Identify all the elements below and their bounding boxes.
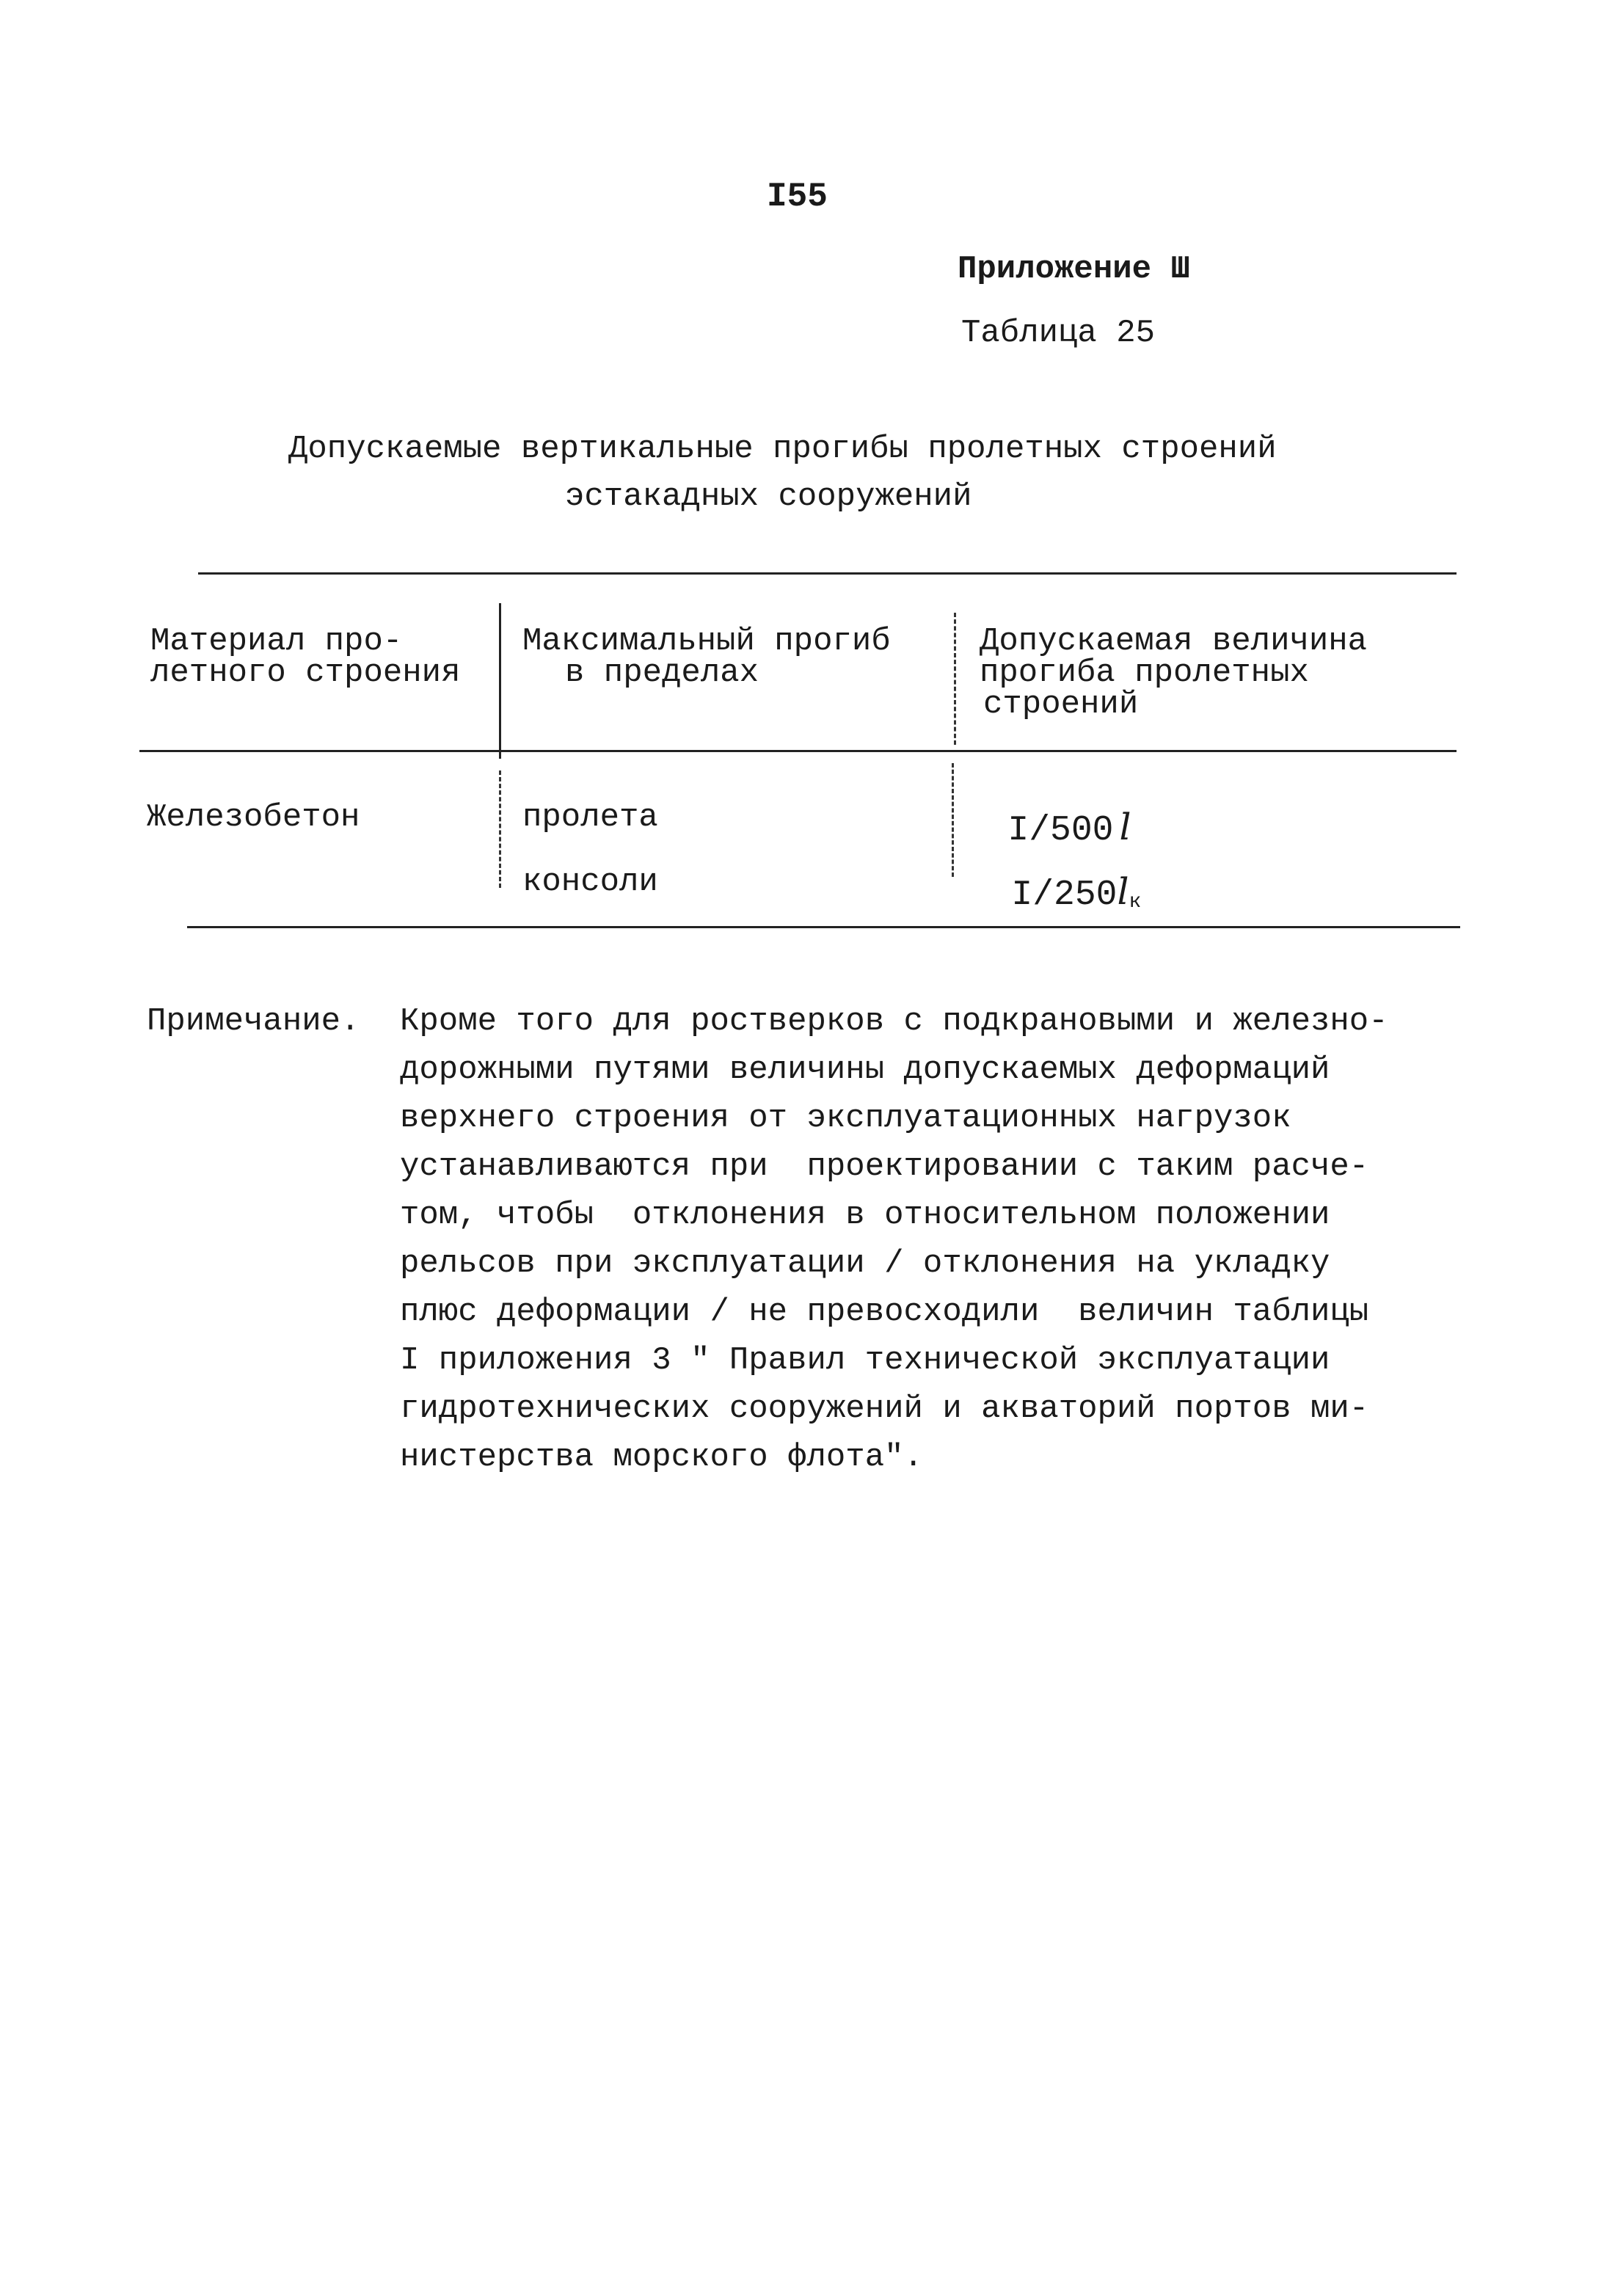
note-line-9: гидротехнических сооружений и акваторий портов ми- — [400, 1391, 1369, 1427]
header-max-deflection-line-2: в пределах — [565, 655, 759, 691]
header-allowable-line-1: Допускаемая величина — [980, 623, 1368, 660]
table-header-rule — [139, 750, 1457, 752]
column-separator-1 — [499, 603, 501, 759]
column-separator-2-body — [952, 763, 954, 877]
column-separator-2 — [954, 613, 956, 745]
appendix-label: Приложение Ш — [958, 251, 1190, 288]
note-line-3: верхнего строения от эксплуатационных нагрузок — [400, 1100, 1291, 1137]
header-allowable-line-3: строений — [983, 686, 1139, 723]
cell-value-span — [980, 792, 1131, 861]
table-title-line-2: эстакадных сооружений — [565, 478, 972, 515]
page-number: I55 — [767, 178, 828, 216]
header-max-deflection-line-1: Максимальный прогиб — [522, 623, 891, 660]
note-line-1: Кроме того для ростверков с подкрановыми и железно- — [400, 1003, 1388, 1040]
note-line-10: нистерства морского флота". — [400, 1439, 923, 1476]
note-line-4: устанавливаются при проектировании с таким расче- — [400, 1148, 1369, 1185]
header-material-line-2: летного строения — [150, 655, 461, 691]
table-title-line-1: Допускаемые вертикальные прогибы пролетных строений — [288, 431, 1277, 467]
value-cantilever-ratio: I/250 — [1011, 875, 1118, 915]
table-top-rule — [198, 572, 1457, 575]
note-line-7: плюс деформации / не превосходили величин таблицы — [400, 1294, 1369, 1330]
header-material-line-1: Материал про- — [150, 623, 403, 660]
note-line-8: I приложения 3 " Правил технической эксплуатации — [400, 1342, 1330, 1379]
header-allowable-line-2: прогиба пролетных — [980, 655, 1309, 691]
cell-extent-cantilever: консоли — [522, 864, 658, 900]
table-bottom-rule — [187, 926, 1460, 928]
note-line-2: дорожными путями величины допускаемых деформаций — [400, 1052, 1330, 1088]
note-line-5: том, чтобы отклонения в относительном положении — [400, 1197, 1330, 1233]
cell-material: Железобетон — [147, 799, 360, 836]
column-separator-1-body — [499, 770, 501, 888]
cell-value-cantilever — [983, 857, 1141, 926]
value-span-symbol: l — [1119, 806, 1131, 848]
value-span-ratio: I/500 — [1007, 811, 1114, 850]
table-label: Таблица 25 — [961, 315, 1156, 351]
value-cantilever-symbol: l — [1117, 870, 1129, 913]
note-line-6: рельсов при эксплуатации / отклонения на укладку — [400, 1245, 1330, 1282]
value-cantilever-subscript: к — [1129, 891, 1142, 914]
note-label: Примечание. — [147, 1003, 360, 1040]
cell-extent-span: пролета — [522, 799, 658, 836]
